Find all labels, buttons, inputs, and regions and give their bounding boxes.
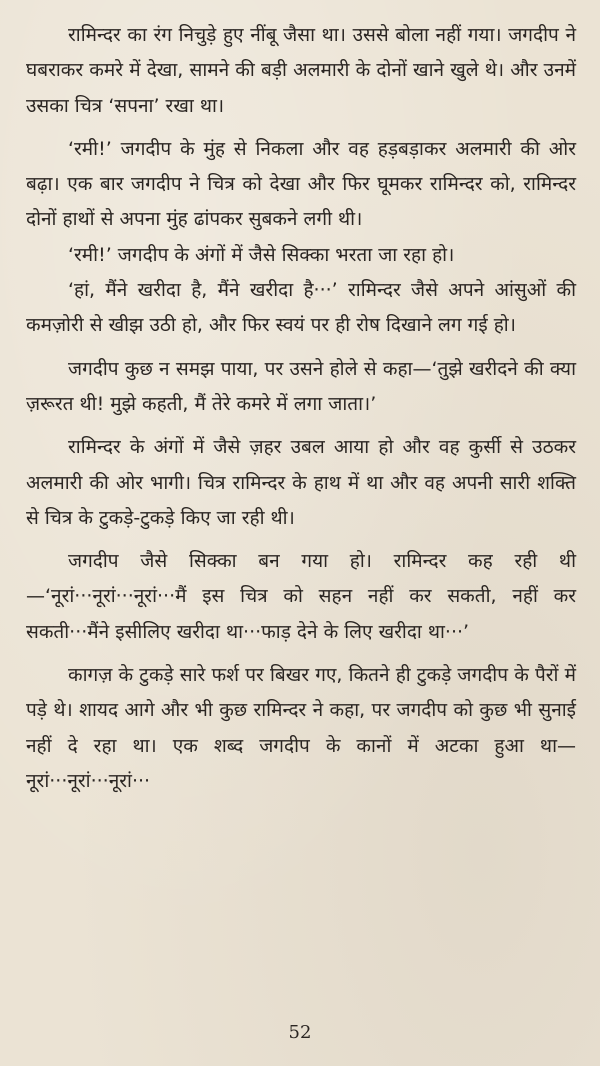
page-body-text <box>26 18 576 799</box>
paragraph-7: जगदीप जैसे सिक्का बन गया हो। रामिन्दर कह रही थी—‘नूरां···नूरां···नूरां···मैं इस चित्र को सहन नहीं कर सकती, नहीं कर सकती···मैंने इसीलिए खरीदा था···फाड़ देने के लिए खरीदा था···’ <box>26 550 576 643</box>
paragraph-8: कागज़ के टुकड़े सारे फर्श पर बिखर गए, कितने ही टुकड़े जगदीप के पैरों में पड़े थे। शायद आगे और भी कुछ रामिन्दर ने कहा, पर जगदीप को कुछ भी सुनाई नहीं दे रहा था। एक शब्द जगदीप के कानों में अटका हुआ था—नूरां···नूरां···नूरां··· <box>26 664 576 792</box>
paragraph-6: रामिन्दर के अंगों में जैसे ज़हर उबल आया हो और वह कुर्सी से उठकर अलमारी की ओर भागी। चित्र रामिन्दर के हाथ में था और वह अपनी सारी शक्ति से चित्र के टुकड़े-टुकड़े किए जा रही थी। <box>26 436 576 529</box>
paragraph-4: ‘हां, मैंने खरीदा है, मैंने खरीदा है···’ रामिन्दर जैसे अपने आंसुओं की कमज़ोरी से खीझ उठी हो, और फिर स्वयं पर ही रोष दिखाने लग गई हो। <box>26 279 576 337</box>
paragraph-5: जगदीप कुछ न समझ पाया, पर उसने होले से कहा—‘तुझे खरीदने की क्या ज़रूरत थी! मुझे कहती, मैं तेरे कमरे में लगा जाता।’ <box>26 357 576 415</box>
paragraph-2: ‘रमी!’ जगदीप के मुंह से निकला और वह हड़बड़ाकर अलमारी की ओर बढ़ा। एक बार जगदीप ने चित्र को देखा और फिर घूमकर रामिन्दर को, रामिन्दर दोनों हाथों से अपना मुंह ढांपकर सुबकने लगी थी। <box>26 137 576 231</box>
paragraph-1: रामिन्दर का रंग निचुड़े हुए नींबू जैसा था। उससे बोला नहीं गया। जगदीप ने घबराकर कमरे में देखा, सामने की बड़ी अलमारी के दोनों खाने खुले थे। और उनमें उसका चित्र ‘सपना’ रखा था। <box>26 24 576 117</box>
paragraph-3: ‘रमी!’ जगदीप के अंगों में जैसे सिक्का भरता जा रहा हो। <box>68 243 455 266</box>
page-number: 52 <box>288 1022 312 1043</box>
